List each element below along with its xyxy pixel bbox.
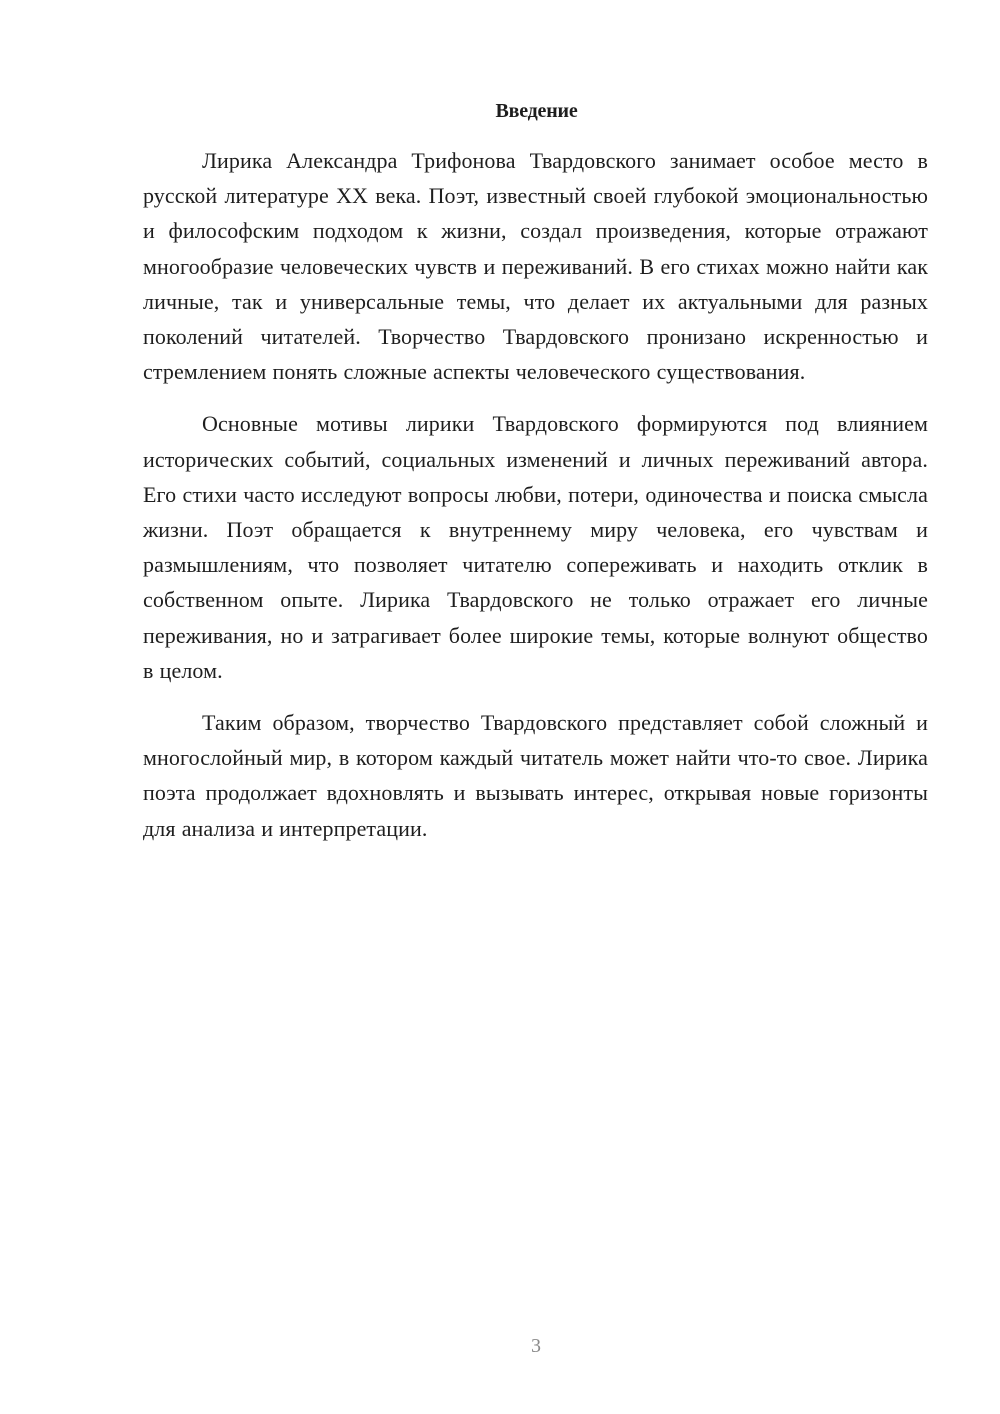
paragraph-2: Основные мотивы лирики Твардовского формируются под влиянием исторических событий, социальных изменений и личных переживаний автора. Его стихи часто исследуют вопросы любви, потери, одиночества и поиска смысла жизни. Поэт обращается к внутреннему миру человека, его чувствам и размышлениям, что позволяет читателю сопереживать и находить отклик в собственном опыте. Лирика Твардовского не только отражает его личные переживания, но и затрагивает более широкие темы, которые волнуют общество в целом. bbox=[143, 411, 928, 683]
page-number: 3 bbox=[531, 1335, 541, 1357]
page-content bbox=[143, 96, 928, 863]
paragraph-1: Лирика Александра Трифонова Твардовского занимает особое место в русской литературе XX века. Поэт, известный своей глубокой эмоциональностью и философским подходом к жизни, создал произведения, которые отражают многообразие человеческих чувств и переживаний. В его стихах можно найти как личные, так и универсальные темы, что делает их актуальными для разных поколений читателей. Творчество Твардовского пронизано искренностью и стремлением понять сложные аспекты человеческого существования. bbox=[143, 148, 928, 385]
paragraph-3: Таким образом, творчество Твардовского представляет собой сложный и многослойный мир, в котором каждый читатель может найти что-то свое. Лирика поэта продолжает вдохновлять и вызывать интерес, открывая новые горизонты для анализа и интерпретации. bbox=[143, 710, 928, 841]
section-title: Введение bbox=[495, 100, 578, 122]
